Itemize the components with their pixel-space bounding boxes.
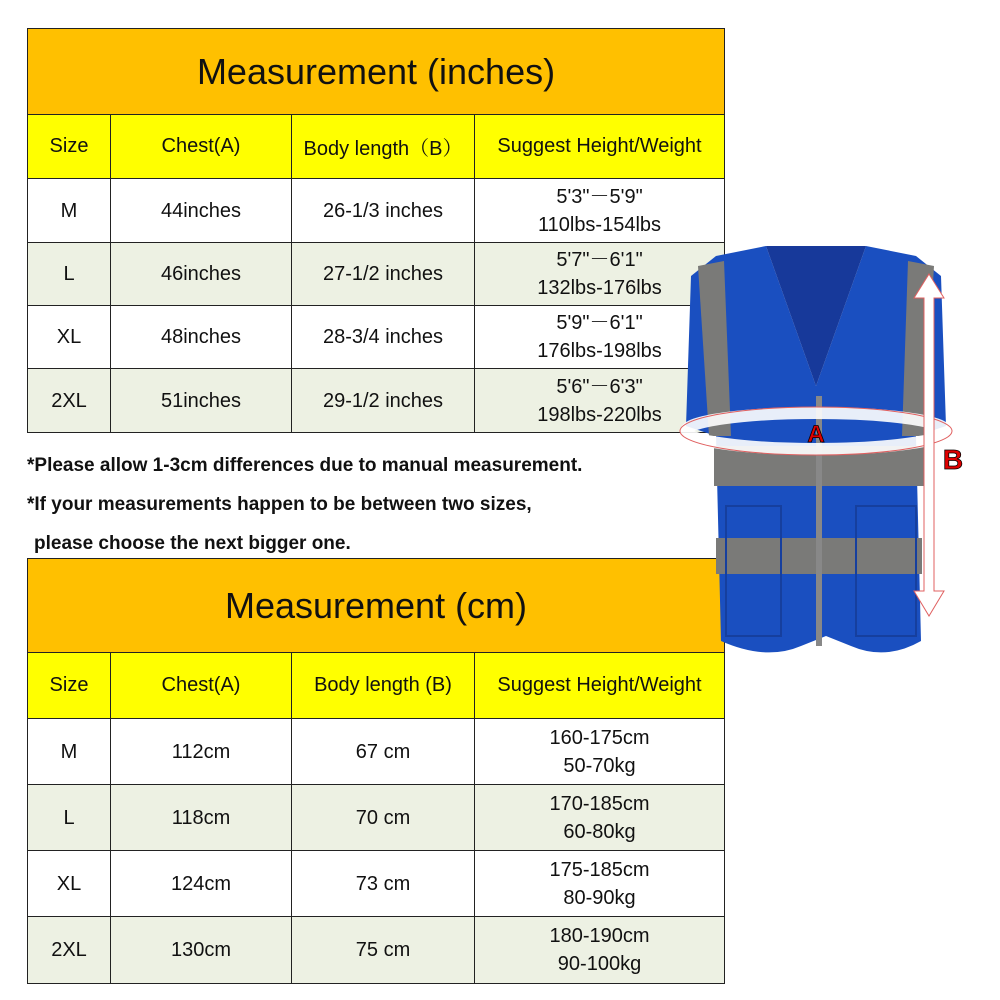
size-cell: L bbox=[28, 243, 111, 306]
height-range: 5'7"－6'1" bbox=[556, 249, 643, 271]
weight-range: 80-90kg bbox=[563, 886, 636, 909]
suggest-cell bbox=[475, 851, 725, 917]
chest-cell: 48inches bbox=[111, 306, 292, 369]
chest-cell: 46inches bbox=[111, 243, 292, 306]
table-row bbox=[28, 179, 725, 243]
header-suggest: Suggest Height/Weight bbox=[475, 115, 725, 179]
cm-table bbox=[27, 558, 725, 984]
header-length: Body length（B） bbox=[292, 115, 475, 179]
size-cell: L bbox=[28, 785, 111, 851]
weight-range: 198lbs-220lbs bbox=[537, 403, 662, 426]
vest-diagram bbox=[676, 236, 976, 666]
table-row bbox=[28, 917, 725, 984]
length-cell: 73 cm bbox=[292, 851, 475, 917]
header-suggest: Suggest Height/Weight bbox=[475, 653, 725, 719]
length-cell: 27-1/2 inches bbox=[292, 243, 475, 306]
height-range: 5'6"－6'3" bbox=[556, 375, 643, 398]
chest-cell: 130cm bbox=[111, 917, 292, 984]
label-a: A bbox=[807, 421, 825, 448]
height-range: 175-185cm bbox=[549, 858, 650, 881]
inches-table bbox=[27, 28, 725, 433]
weight-range: 132lbs-176lbs bbox=[537, 277, 662, 299]
chest-cell: 44inches bbox=[111, 179, 292, 243]
note-tolerance: *Please allow 1-3cm differences due to manual measurement. bbox=[27, 455, 583, 476]
length-cell: 26-1/3 inches bbox=[292, 179, 475, 243]
table-row bbox=[28, 785, 725, 851]
weight-range: 176lbs-198lbs bbox=[537, 340, 662, 362]
suggest-cell bbox=[475, 179, 725, 243]
label-b: B bbox=[942, 444, 964, 475]
table-row bbox=[28, 851, 725, 917]
header-chest: Chest(A) bbox=[111, 653, 292, 719]
table-row bbox=[28, 369, 725, 433]
chest-cell: 51inches bbox=[111, 369, 292, 433]
header-size: Size bbox=[28, 115, 111, 179]
size-cell: M bbox=[28, 719, 111, 785]
chest-cell: 112cm bbox=[111, 719, 292, 785]
note-bigger: please choose the next bigger one. bbox=[34, 533, 351, 554]
weight-range: 60-80kg bbox=[563, 820, 636, 843]
cm-title: Measurement (cm) bbox=[28, 559, 725, 653]
table-row bbox=[28, 306, 725, 369]
height-range: 170-185cm bbox=[549, 792, 650, 815]
size-cell: XL bbox=[28, 306, 111, 369]
size-cell: 2XL bbox=[28, 917, 111, 984]
header-size: Size bbox=[28, 653, 111, 719]
length-cell: 29-1/2 inches bbox=[292, 369, 475, 433]
suggest-cell bbox=[475, 785, 725, 851]
height-range: 160-175cm bbox=[549, 726, 650, 749]
size-cell: M bbox=[28, 179, 111, 243]
length-cell: 67 cm bbox=[292, 719, 475, 785]
suggest-cell bbox=[475, 917, 725, 984]
length-cell: 28-3/4 inches bbox=[292, 306, 475, 369]
height-range: 5'9"－6'1" bbox=[556, 312, 643, 334]
chest-cell: 118cm bbox=[111, 785, 292, 851]
suggest-cell bbox=[475, 719, 725, 785]
chest-cell: 124cm bbox=[111, 851, 292, 917]
length-cell: 75 cm bbox=[292, 917, 475, 984]
weight-range: 90-100kg bbox=[557, 953, 642, 975]
length-cell: 70 cm bbox=[292, 785, 475, 851]
height-range: 5'3"－5'9" bbox=[556, 185, 643, 208]
weight-range: 50-70kg bbox=[563, 754, 636, 777]
table-row bbox=[28, 719, 725, 785]
inches-title: Measurement (inches) bbox=[28, 29, 725, 115]
note-between-sizes: *If your measurements happen to be between two sizes, bbox=[27, 494, 532, 515]
header-length: Body length (B) bbox=[292, 653, 475, 719]
height-range: 180-190cm bbox=[549, 925, 650, 947]
size-cell: XL bbox=[28, 851, 111, 917]
size-cell: 2XL bbox=[28, 369, 111, 433]
header-chest: Chest(A) bbox=[111, 115, 292, 179]
weight-range: 110lbs-154lbs bbox=[537, 213, 662, 236]
table-row bbox=[28, 243, 725, 306]
